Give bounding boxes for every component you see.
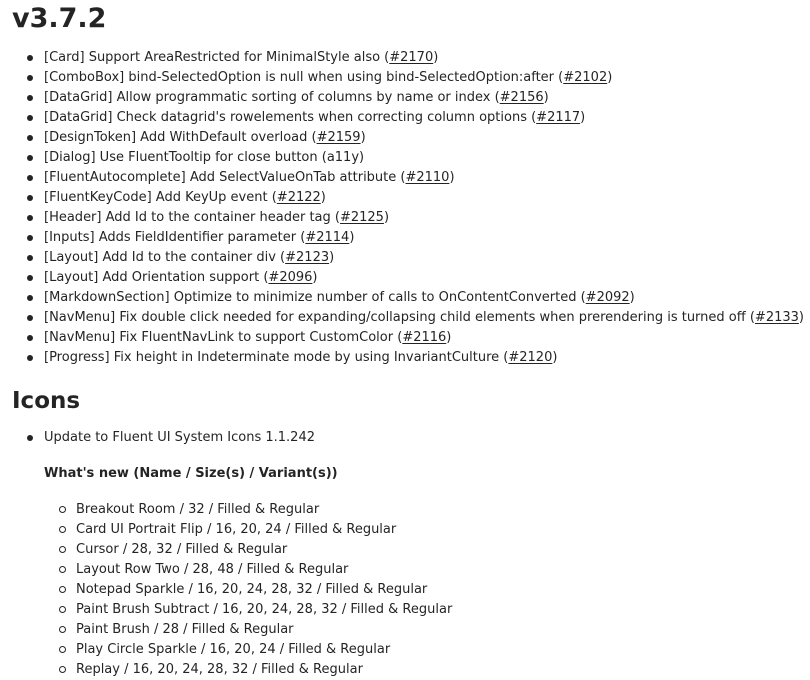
issue-link[interactable]: #2122 [276,190,321,205]
change-text: [Progress] Fix height in Indeterminate mode by using InvariantCulture ( [44,350,509,365]
change-list-item [0,108,804,128]
change-suffix: ) [433,50,439,65]
change-text: [FluentKeyCode] Add KeyUp event ( [44,190,277,205]
change-text: [Layout] Add Orientation support ( [44,270,269,285]
change-suffix: ) [552,350,558,365]
change-list-item [0,268,804,288]
new-icon-item: Replay / 16, 20, 24, 28, 32 / Filled & Regular [0,660,452,680]
change-list-item [0,128,804,148]
issue-link[interactable]: #2133 [754,310,799,325]
change-text: [Card] Support AreaRestricted for MinimalStyle also ( [44,50,390,65]
change-text: [FluentAutocomplete] Add SelectValueOnTab attribute ( [44,170,406,185]
issue-link[interactable]: #2125 [339,210,384,225]
issue-link[interactable]: #2096 [268,270,313,285]
change-suffix: ) [543,90,549,105]
issue-link[interactable]: #2120 [508,350,553,365]
issue-link[interactable]: #2170 [389,50,434,65]
new-icon-item: Paint Brush Subtract / 16, 20, 24, 28, 32 / Filled & Regular [0,600,452,620]
change-list-item [0,328,804,348]
change-suffix: ) [798,310,804,325]
change-suffix: ) [446,330,452,345]
change-suffix: ) [329,250,335,265]
new-icon-item: Paint Brush / 28 / Filled & Regular [0,620,452,640]
list-item-icons-update: Update to Fluent UI System Icons 1.1.242 [0,428,315,448]
change-text: [Header] Add Id to the container header tag ( [44,210,340,225]
issue-link[interactable]: #2110 [405,170,450,185]
issue-link[interactable]: #2123 [285,250,330,265]
issue-link[interactable]: #2117 [536,110,581,125]
new-icon-item: Cursor / 28, 32 / Filled & Regular [0,540,452,560]
change-list-item [0,348,804,368]
change-text: [DesignToken] Add WithDefault overload ( [44,130,317,145]
change-list-item [0,88,804,108]
change-list-item [0,188,804,208]
change-list-item [0,308,804,328]
new-icons-list [0,500,452,680]
change-list-item [0,288,804,308]
change-list-item [0,148,804,168]
change-suffix: ) [580,110,586,125]
new-icon-item: Play Circle Sparkle / 16, 20, 24 / Filled & Regular [0,640,452,660]
change-text: [MarkdownSection] Optimize to minimize number of calls to OnContentConverted ( [44,290,586,305]
change-list-item [0,168,804,188]
icons-list [0,428,315,448]
whats-new-heading: What's new (Name / Size(s) / Variant(s)) [44,466,338,481]
new-icon-item: Breakout Room / 32 / Filled & Regular [0,500,452,520]
change-suffix: ) [383,210,390,225]
new-icon-item: Layout Row Two / 28, 48 / Filled & Regular [0,560,452,580]
change-text: [Inputs] Adds FieldIdentifier parameter ( [44,230,306,245]
change-list-item [0,68,804,88]
change-list-item [0,228,804,248]
change-text: [NavMenu] Fix double click needed for expanding/collapsing child elements when prerendering is turned off ( [44,310,755,325]
issue-link[interactable]: #2156 [499,90,544,105]
change-suffix: ) [349,230,355,245]
change-text: [ComboBox] bind-SelectedOption is null when using bind-SelectedOption:after ( [44,70,564,85]
issue-link[interactable]: #2092 [585,290,630,305]
change-list-item [0,208,804,228]
change-text: [DataGrid] Check datagrid's rowelements when correcting column options ( [44,110,537,125]
change-list-item [0,48,804,68]
new-icon-item: Card UI Portrait Flip / 16, 20, 24 / Filled & Regular [0,520,452,540]
issue-link[interactable]: #2102 [563,70,608,85]
change-list-item [0,248,804,268]
issue-link[interactable]: #2116 [402,330,447,345]
change-suffix: ) [607,70,613,85]
change-list [0,48,804,368]
change-suffix: ) [320,190,326,205]
change-text: [Layout] Add Id to the container div ( [44,250,286,265]
version-heading: v3.7.2 [12,3,107,34]
change-text: [NavMenu] Fix FluentNavLink to support CustomColor ( [44,330,403,345]
change-suffix: ) [629,290,635,305]
issue-link[interactable]: #2159 [316,130,361,145]
change-suffix: ) [360,130,366,145]
new-icon-item: Notepad Sparkle / 16, 20, 24, 28, 32 / Filled & Regular [0,580,452,600]
icons-heading: Icons [12,388,81,414]
change-suffix: ) [449,170,455,185]
change-text: [Dialog] Use FluentTooltip for close button (a11y) [44,150,365,165]
change-suffix: ) [312,270,318,285]
change-text: [DataGrid] Allow programmatic sorting of columns by name or index ( [44,90,500,105]
issue-link[interactable]: #2114 [305,230,350,245]
